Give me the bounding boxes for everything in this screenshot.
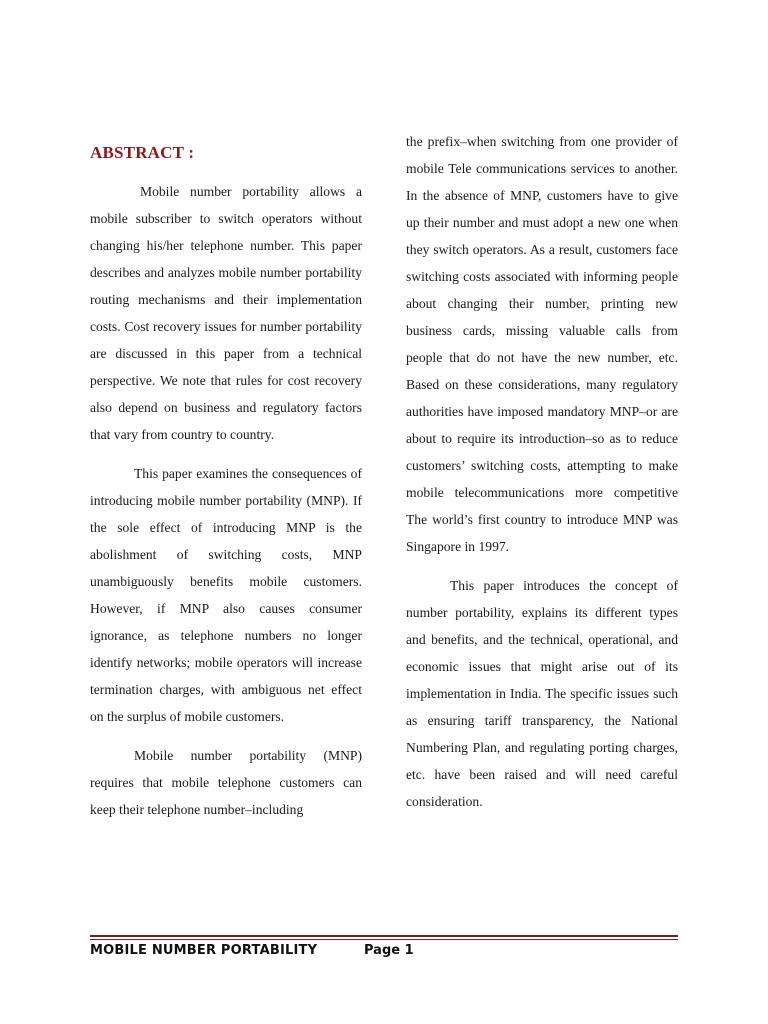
left-column [90, 139, 362, 835]
footer-page-number: Page 1 [364, 943, 414, 958]
footer-rule-thick [90, 935, 678, 937]
abstract-paragraph-3: Mobile number portability (MNP) requires that mobile telephone customers can keep their telephone number–including [90, 748, 362, 817]
footer-rule-thin [90, 939, 678, 940]
body-paragraph-introduction: This paper introduces the concept of number portability, explains its different types and benefits, and the technical, operational, and economic issues that might arise out of its implementation in India. The specific issues such as ensuring tariff transparency, the National Numbering Plan, and regulating porting charges, etc. have been raised and will need careful consideration. [406, 578, 678, 809]
footer-title: MOBILE NUMBER PORTABILITY [90, 943, 318, 958]
abstract-paragraph-2: This paper examines the consequences of introducing mobile number portability (MNP). If the sole effect of introducing MNP is the abolishment of switching costs, MNP unambiguously benefits mobile customers. However, if MNP also causes consumer ignorance, as telephone numbers no longer identify networks; mobile operators will increase termination charges, with ambiguous net effect on the surplus of mobile customers. [90, 466, 362, 724]
right-column [406, 128, 678, 827]
abstract-paragraph-1: Mobile number portability allows a mobile subscriber to switch operators without changing his/her telephone number. This paper describes and analyzes mobile number portability routing mechanisms and their implementation costs. Cost recovery issues for number portability are discussed in this paper from a technical perspective. We note that rules for cost recovery also depend on business and regulatory factors that vary from country to country. [90, 184, 362, 442]
body-paragraph-continued: the prefix–when switching from one provider of mobile Tele communications services to another. In the absence of MNP, customers have to give up their number and must adopt a new one when they switch operators. As a result, customers face switching costs associated with informing people about changing their number, printing new business cards, missing valuable calls from people that do not have the new number, etc. Based on these considerations, many regulatory authorities have imposed mandatory MNP–or are about to require its introduction–so as to reduce customers’ switching costs, attempting to make mobile telecommunications more competitive The world’s first country to introduce MNP was Singapore in 1997. [406, 134, 678, 554]
abstract-heading: ABSTRACT : [90, 143, 195, 162]
